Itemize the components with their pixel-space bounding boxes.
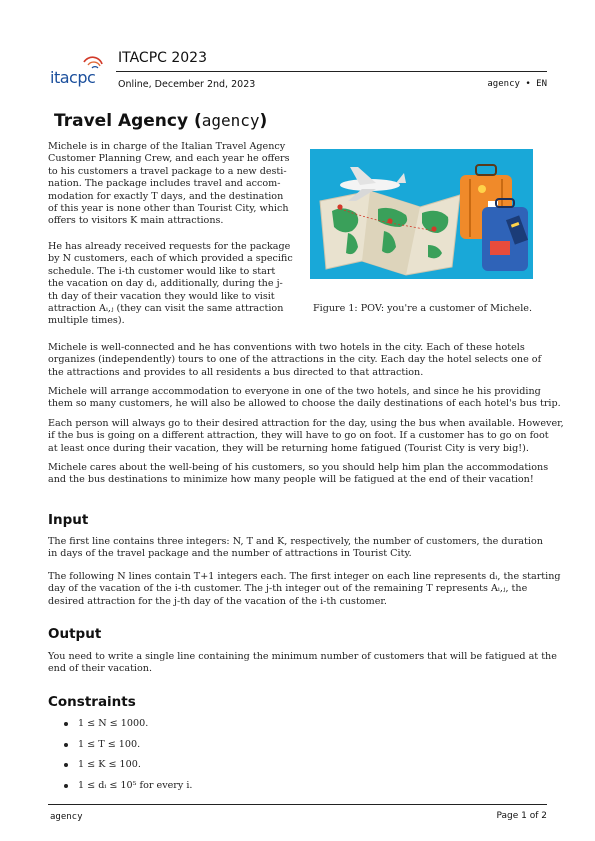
bullet-icon xyxy=(64,784,68,788)
text-line: multiple times). xyxy=(48,315,125,327)
text-line: Michele is well-connected and he has conventions with two hotels in the city. Each of these hotels xyxy=(48,342,525,353)
text-line: day of the vacation of the i-th customer. The j-th integer out of the remaining T represents Aᵢ,ⱼ, the xyxy=(48,583,528,595)
input-heading: Input xyxy=(48,512,89,528)
statement-paragraph-4 xyxy=(48,386,561,411)
logo-text: itacpc xyxy=(50,68,96,87)
constraints-heading: Constraints xyxy=(48,694,136,710)
title-prefix: Travel Agency ( xyxy=(54,111,202,131)
text-line: the attractions and provides to all residents a bus directed to that attraction. xyxy=(48,366,424,378)
text-line: to his customers a travel package to a new desti- xyxy=(48,165,287,177)
text-line: organizes (independently) tours to one of the attractions in the city. Each day the hotel selects one of xyxy=(48,354,542,366)
text-line: at least once during their vacation, they will be returning home fatigued (Tourist City is very big!). xyxy=(48,442,529,454)
page-header xyxy=(48,50,547,95)
text-line: them so many customers, he will also be allowed to choose the daily destinations of each hotel's bus trip. xyxy=(48,398,561,410)
output-paragraph-1 xyxy=(48,651,557,676)
text-line: desired attraction for the j-th day of the vacation of the i-th customer. xyxy=(48,595,387,607)
contest-name: ITACPC 2023 xyxy=(118,50,207,66)
travel-figure xyxy=(310,149,533,279)
text-line: th day of their vacation they would like to visit xyxy=(48,290,275,302)
title-suffix: ) xyxy=(259,111,268,131)
bullet-icon xyxy=(64,722,68,726)
footer-page-number: Page 1 of 2 xyxy=(496,811,547,821)
text-line: nation. The package includes travel and accom- xyxy=(48,178,281,190)
itacpc-logo xyxy=(48,64,110,94)
footer-task: agency xyxy=(50,812,83,822)
text-line: attraction Aᵢ,ⱼ (they can visit the same attraction xyxy=(48,303,284,315)
text-line: Michele will arrange accommodation to everyone in one of the two hotels, and since he his providing xyxy=(48,386,541,397)
statement-paragraph-2 xyxy=(48,241,291,328)
title-code: agency xyxy=(201,111,260,130)
travel-map-suitcase-icon xyxy=(310,149,533,279)
text-line: modation for exactly T days, and the destination xyxy=(48,190,284,202)
text-line: Each person will always go to their desired attraction for the day, using the bus when available. However, xyxy=(48,418,564,429)
figure-caption: Figure 1: POV: you're a customer of Michele. xyxy=(312,303,533,314)
text-line: and the bus destinations to minimize how many people will be fatigued at the end of their vacation! xyxy=(48,474,534,486)
text-line: schedule. The i-th customer would like to start xyxy=(48,265,276,277)
text-line: Michele is in charge of the Italian Travel Agency xyxy=(48,141,286,152)
page-title xyxy=(54,111,267,131)
output-heading: Output xyxy=(48,626,102,642)
text-line: Michele cares about the well-being of his customers, so you should help him plan the accommodations xyxy=(48,462,549,473)
text-line: offers to visitors K main attractions. xyxy=(48,215,224,227)
text-line: if the bus is going on a different attraction, they will have to go on foot. If a customer has to go on foot xyxy=(48,430,549,442)
constraint-item: 1 ≤ K ≤ 100. xyxy=(64,759,192,780)
bullet-icon xyxy=(64,743,68,747)
input-paragraph-1 xyxy=(48,536,547,561)
constraints-list xyxy=(64,718,192,800)
header-rule xyxy=(116,71,547,72)
input-paragraph-2 xyxy=(48,571,561,608)
contest-date: Online, December 2nd, 2023 xyxy=(118,79,256,90)
text-line: You need to write a single line containing the minimum number of customers that will be fatigued at the xyxy=(48,651,557,662)
text-line: end of their vacation. xyxy=(48,663,152,675)
statement-paragraph-1 xyxy=(48,141,291,228)
constraint-item: 1 ≤ dᵢ ≤ 10⁵ for every i. xyxy=(64,780,192,801)
statement-paragraph-6 xyxy=(48,462,547,487)
text-line: in days of the travel package and the number of attractions in Tourist City. xyxy=(48,548,412,560)
task-tag: agency • EN xyxy=(487,79,547,89)
text-line: of this year is none other than Tourist City, which xyxy=(48,203,289,215)
text-line: The following N lines contain T+1 integers each. The first integer on each line represents dᵢ, the starting xyxy=(48,571,561,582)
statement-paragraph-5 xyxy=(48,418,564,455)
bullet-icon xyxy=(64,763,68,767)
statement-paragraph-3 xyxy=(48,342,547,379)
constraint-item: 1 ≤ N ≤ 1000. xyxy=(64,718,192,739)
text-line: by N customers, each of which provided a specific xyxy=(48,253,293,265)
text-line: the vacation on day dᵢ, additionally, during the j- xyxy=(48,278,283,290)
text-line: He has already received requests for the package xyxy=(48,241,291,252)
footer-rule xyxy=(48,804,547,805)
constraint-item: 1 ≤ T ≤ 100. xyxy=(64,739,192,760)
text-line: The first line contains three integers: N, T and K, respectively, the number of customers, the duration xyxy=(48,536,543,547)
text-line: Customer Planning Crew, and each year he offers xyxy=(48,153,290,165)
